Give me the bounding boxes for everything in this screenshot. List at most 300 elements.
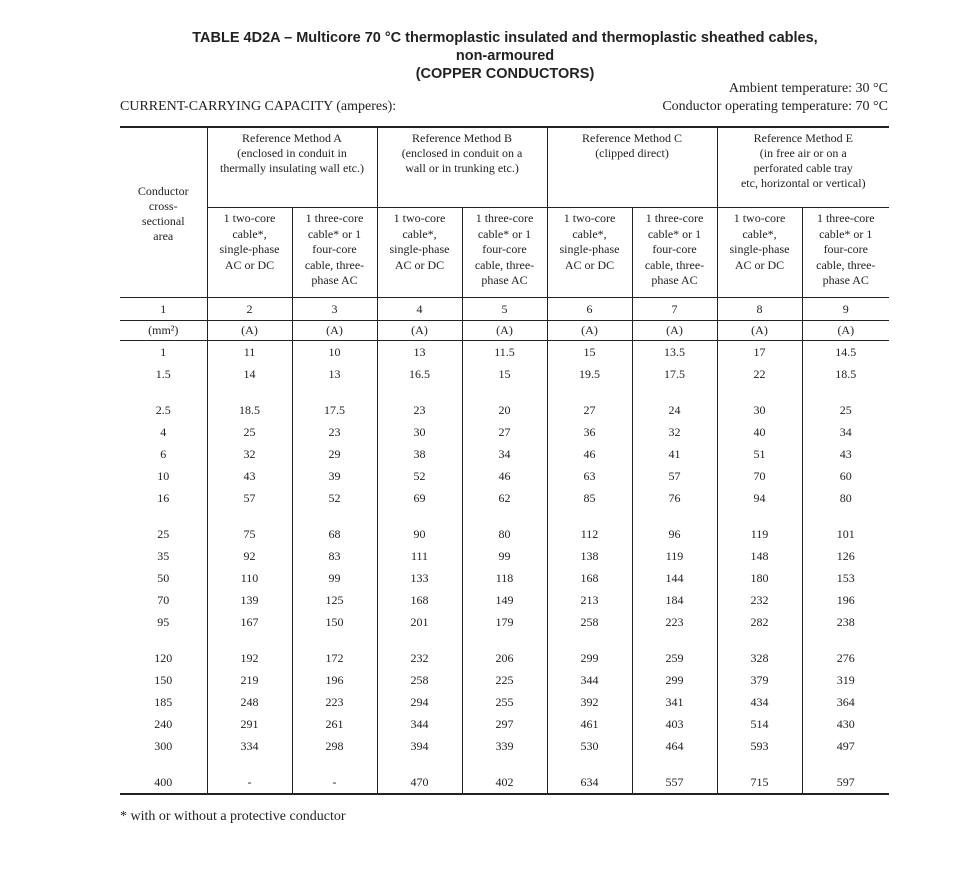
cable-type-line: 1 two-core <box>223 211 276 225</box>
cable-type-line: phase AC <box>822 273 869 287</box>
spacer-cell <box>717 385 802 399</box>
current-capacity-cell: 46 <box>462 465 547 487</box>
three-core-cable-header <box>292 208 377 298</box>
current-capacity-cell: 299 <box>547 647 632 669</box>
current-capacity-cell: 184 <box>632 589 717 611</box>
cable-type-line: cable* or 1 <box>307 226 362 241</box>
cable-type-line: cable, three- <box>644 257 705 272</box>
current-capacity-cell: 23 <box>377 399 462 421</box>
current-capacity-cell: 25 <box>207 421 292 443</box>
current-capacity-cell: 29 <box>292 443 377 465</box>
current-capacity-cell: 238 <box>802 611 889 633</box>
footnote: * with or without a protective conductor <box>120 809 346 824</box>
capacity-label: CURRENT-CARRYING CAPACITY (amperes): <box>120 99 397 114</box>
current-capacity-cell: 150 <box>292 611 377 633</box>
table-row <box>120 487 889 509</box>
current-capacity-cell: 248 <box>207 691 292 713</box>
current-capacity-cell: 10 <box>292 341 377 364</box>
cable-type-line: cable*, <box>572 226 607 241</box>
column-number: 3 <box>292 298 377 321</box>
spacer-cell <box>292 509 377 523</box>
current-capacity-cell: 344 <box>547 669 632 691</box>
conductor-area-cell: 1.5 <box>155 366 171 381</box>
current-capacity-cell: 464 <box>632 735 717 757</box>
current-capacity-cell: 32 <box>207 443 292 465</box>
two-core-cable-header <box>377 208 462 298</box>
spacer-cell <box>717 633 802 647</box>
spacer-cell <box>462 509 547 523</box>
current-capacity-cell: 392 <box>547 691 632 713</box>
conductor-area-cell: 16 <box>157 490 170 505</box>
group-spacer <box>120 385 889 399</box>
current-capacity-cell: 57 <box>632 465 717 487</box>
cable-type-line: four-core <box>652 242 697 256</box>
unit-label: (A) <box>632 321 717 341</box>
spacer-cell <box>120 385 207 399</box>
spacer-cell <box>292 633 377 647</box>
cable-type-line: cable*, <box>402 226 437 241</box>
current-capacity-cell: 144 <box>632 567 717 589</box>
current-capacity-cell: 196 <box>292 669 377 691</box>
current-capacity-cell: - <box>207 771 292 794</box>
group-spacer <box>120 509 889 523</box>
cable-type-line: cable, three- <box>474 257 535 272</box>
spacer-cell <box>377 757 462 771</box>
table-row <box>120 589 889 611</box>
table-row <box>120 341 889 364</box>
conductor-area-cell: 2.5 <box>155 402 171 417</box>
current-capacity-cell: 11.5 <box>462 341 547 364</box>
current-capacity-cell: 201 <box>377 611 462 633</box>
current-capacity-cell: 38 <box>377 443 462 465</box>
title-line-2: non-armoured <box>455 48 555 64</box>
current-capacity-cell: 92 <box>207 545 292 567</box>
current-capacity-cell: 291 <box>207 713 292 735</box>
spacer-cell <box>462 757 547 771</box>
current-capacity-cell: 126 <box>802 545 889 567</box>
current-capacity-cell: 25 <box>802 399 889 421</box>
current-capacity-cell: 16.5 <box>377 363 462 385</box>
current-capacity-cell: 111 <box>377 545 462 567</box>
spacer-cell <box>292 757 377 771</box>
current-capacity-cell: 30 <box>717 399 802 421</box>
current-capacity-cell: 96 <box>632 523 717 545</box>
table-row <box>120 465 889 487</box>
cable-type-line: cable* or 1 <box>819 226 873 241</box>
method-header-line: thermally insulating wall etc.) <box>220 161 364 175</box>
table-row <box>120 399 889 421</box>
cable-type-line: cable*, <box>742 226 777 241</box>
current-capacity-cell: 18.5 <box>207 399 292 421</box>
current-capacity-cell: - <box>292 771 377 794</box>
current-capacity-cell: 23 <box>292 421 377 443</box>
current-capacity-cell: 13 <box>292 363 377 385</box>
current-capacity-cell: 14.5 <box>802 341 889 364</box>
current-capacity-cell: 75 <box>207 523 292 545</box>
current-capacity-cell: 101 <box>802 523 889 545</box>
current-capacity-cell: 30 <box>377 421 462 443</box>
current-capacity-cell: 232 <box>377 647 462 669</box>
cable-type-line: four-core <box>312 242 357 256</box>
current-capacity-cell: 94 <box>717 487 802 509</box>
current-capacity-cell: 557 <box>632 771 717 794</box>
table-row <box>120 771 889 794</box>
cable-type-line: single-phase <box>219 242 280 256</box>
current-capacity-cell: 90 <box>377 523 462 545</box>
current-capacity-cell: 43 <box>802 443 889 465</box>
current-capacity-cell: 125 <box>292 589 377 611</box>
current-capacity-cell: 225 <box>462 669 547 691</box>
current-capacity-cell: 17 <box>717 341 802 364</box>
conductor-area-cell: 4 <box>160 424 167 439</box>
unit-label: (A) <box>547 321 632 341</box>
cable-type-line: four-core <box>823 242 868 256</box>
spacer-cell <box>120 757 207 771</box>
current-capacity-cell: 364 <box>802 691 889 713</box>
current-capacity-cell: 276 <box>802 647 889 669</box>
cable-type-line: 1 two-core <box>733 211 786 225</box>
conductor-area-cell: 70 <box>157 592 170 607</box>
current-capacity-cell: 83 <box>292 545 377 567</box>
current-capacity-cell: 46 <box>547 443 632 465</box>
spacer-cell <box>802 757 889 771</box>
current-capacity-cell: 461 <box>547 713 632 735</box>
cable-type-header-row <box>120 208 889 298</box>
current-capacity-cell: 112 <box>547 523 632 545</box>
conductor-area-cell: 95 <box>157 614 170 629</box>
current-capacity-cell: 514 <box>717 713 802 735</box>
current-capacity-cell: 206 <box>462 647 547 669</box>
method-header-line: Reference Method E <box>753 131 853 145</box>
current-capacity-cell: 168 <box>377 589 462 611</box>
current-capacity-cell: 434 <box>717 691 802 713</box>
current-capacity-cell: 68 <box>292 523 377 545</box>
conductor-area-cell: 120 <box>154 650 173 665</box>
current-capacity-cell: 294 <box>377 691 462 713</box>
column-number: 6 <box>547 298 632 321</box>
current-capacity-cell: 13.5 <box>632 341 717 364</box>
current-capacity-cell: 497 <box>802 735 889 757</box>
current-capacity-cell: 118 <box>462 567 547 589</box>
current-capacity-cell: 40 <box>717 421 802 443</box>
method-a-header <box>207 127 377 208</box>
current-capacity-cell: 14 <box>207 363 292 385</box>
column-number: 5 <box>462 298 547 321</box>
current-capacity-cell: 232 <box>717 589 802 611</box>
table-row <box>120 545 889 567</box>
current-capacity-cell: 258 <box>547 611 632 633</box>
current-capacity-cell: 17.5 <box>632 363 717 385</box>
method-header-line: (enclosed in conduit on a <box>401 146 523 160</box>
method-header-line: (in free air or on a <box>759 146 847 160</box>
cable-type-line: 1 three-core <box>645 211 704 225</box>
unit-label: (A) <box>207 321 292 341</box>
spacer-cell <box>802 509 889 523</box>
three-core-cable-header <box>802 208 889 298</box>
spacer-cell <box>547 633 632 647</box>
spacer-cell <box>207 509 292 523</box>
conductor-header-line: Conductor <box>137 184 189 198</box>
current-capacity-cell: 298 <box>292 735 377 757</box>
method-e-header <box>717 127 889 208</box>
spacer-cell <box>377 509 462 523</box>
conductor-area-cell: 400 <box>120 771 207 794</box>
method-header-line: Reference Method B <box>412 131 512 145</box>
method-header-line: perforated cable tray <box>753 161 853 175</box>
cable-type-line: phase AC <box>481 273 528 287</box>
spacer-cell <box>547 509 632 523</box>
current-capacity-cell: 430 <box>802 713 889 735</box>
unit-row <box>120 321 889 341</box>
current-capacity-cell: 22 <box>717 363 802 385</box>
table-row <box>120 567 889 589</box>
ambient-temperature: Ambient temperature: 30 °C <box>728 81 888 96</box>
group-spacer <box>120 633 889 647</box>
unit-label: (A) <box>717 321 802 341</box>
column-number: 4 <box>377 298 462 321</box>
column-number: 9 <box>802 298 889 321</box>
current-capacity-cell: 153 <box>802 567 889 589</box>
conductor-area-cell: 10 <box>157 468 170 483</box>
current-capacity-cell: 62 <box>462 487 547 509</box>
title-line-1: TABLE 4D2A – Multicore 70 °C thermoplastic insulated and thermoplastic sheathed cables, <box>192 30 818 46</box>
spacer-cell <box>462 385 547 399</box>
current-capacity-cell: 32 <box>632 421 717 443</box>
cable-type-line: 1 two-core <box>563 211 616 225</box>
cable-type-line: 1 three-core <box>475 211 534 225</box>
current-capacity-cell: 76 <box>632 487 717 509</box>
group-spacer <box>120 757 889 771</box>
table-row <box>120 523 889 545</box>
current-capacity-cell: 57 <box>207 487 292 509</box>
conductor-area-cell: 150 <box>154 672 173 687</box>
current-capacity-cell: 34 <box>802 421 889 443</box>
unit-label: (A) <box>292 321 377 341</box>
spacer-cell <box>632 509 717 523</box>
cable-type-line: cable* or 1 <box>477 226 532 241</box>
cable-type-line: single-phase <box>729 242 790 256</box>
current-capacity-cell: 39 <box>292 465 377 487</box>
conductor-area-cell: 25 <box>157 526 170 541</box>
current-capacity-cell: 328 <box>717 647 802 669</box>
spacer-cell <box>632 633 717 647</box>
current-capacity-cell: 133 <box>377 567 462 589</box>
table-row <box>120 691 889 713</box>
method-header-line: (enclosed in conduit in <box>237 146 347 160</box>
current-capacity-cell: 119 <box>632 545 717 567</box>
current-capacity-cell: 27 <box>547 399 632 421</box>
current-capacity-cell: 27 <box>462 421 547 443</box>
conductor-area-cell: 185 <box>154 694 173 709</box>
spacer-cell <box>717 509 802 523</box>
spacer-cell <box>632 385 717 399</box>
current-capacity-cell: 34 <box>462 443 547 465</box>
cable-type-line: 1 two-core <box>393 211 446 225</box>
table-title <box>120 29 890 83</box>
conductor-area-cell: 50 <box>157 570 170 585</box>
current-capacity-cell: 259 <box>632 647 717 669</box>
column-number-row <box>120 298 889 321</box>
column-number: 7 <box>632 298 717 321</box>
current-capacity-cell: 379 <box>717 669 802 691</box>
table-row <box>120 443 889 465</box>
current-capacity-cell: 52 <box>292 487 377 509</box>
spacer-cell <box>547 385 632 399</box>
spacer-cell <box>802 633 889 647</box>
cable-type-line: cable* or 1 <box>647 226 702 241</box>
current-capacity-cell: 18.5 <box>802 363 889 385</box>
method-header-line: wall or in trunking etc.) <box>405 161 519 175</box>
capacity-table <box>120 126 889 795</box>
method-header-line: etc, horizontal or vertical) <box>740 176 866 190</box>
column-number: 1 <box>120 298 207 321</box>
three-core-cable-header <box>462 208 547 298</box>
cable-type-line: AC or DC <box>564 257 615 272</box>
method-header-line: Reference Method C <box>582 131 682 145</box>
current-capacity-cell: 299 <box>632 669 717 691</box>
current-capacity-cell: 394 <box>377 735 462 757</box>
spacer-cell <box>717 757 802 771</box>
current-capacity-cell: 63 <box>547 465 632 487</box>
current-capacity-cell: 99 <box>462 545 547 567</box>
current-capacity-cell: 11 <box>207 341 292 364</box>
spacer-cell <box>120 633 207 647</box>
current-capacity-cell: 85 <box>547 487 632 509</box>
current-capacity-cell: 172 <box>292 647 377 669</box>
current-capacity-cell: 51 <box>717 443 802 465</box>
title-line-3: (COPPER CONDUCTORS) <box>415 66 595 82</box>
conductor-area-cell: 35 <box>157 548 170 563</box>
two-core-cable-header <box>717 208 802 298</box>
current-capacity-cell: 530 <box>547 735 632 757</box>
current-capacity-cell: 213 <box>547 589 632 611</box>
current-capacity-cell: 715 <box>717 771 802 794</box>
conductor-area-cell: 300 <box>154 738 173 753</box>
spacer-cell <box>632 757 717 771</box>
two-core-cable-header <box>547 208 632 298</box>
cable-type-line: 1 three-core <box>305 211 364 225</box>
current-capacity-cell: 110 <box>207 567 292 589</box>
current-capacity-cell: 319 <box>802 669 889 691</box>
current-capacity-cell: 255 <box>462 691 547 713</box>
current-capacity-cell: 168 <box>547 567 632 589</box>
method-header-line: (clipped direct) <box>595 146 669 160</box>
current-capacity-cell: 179 <box>462 611 547 633</box>
current-capacity-cell: 43 <box>207 465 292 487</box>
conductor-header-line: sectional <box>141 214 185 228</box>
spacer-cell <box>462 633 547 647</box>
current-capacity-cell: 19.5 <box>547 363 632 385</box>
cable-type-line: AC or DC <box>394 257 445 272</box>
current-capacity-cell: 334 <box>207 735 292 757</box>
current-capacity-cell: 80 <box>462 523 547 545</box>
conductor-header-line: area <box>153 229 174 243</box>
cable-type-line: phase AC <box>311 273 358 287</box>
current-capacity-cell: 470 <box>377 771 462 794</box>
current-capacity-cell: 149 <box>462 589 547 611</box>
cable-type-line: single-phase <box>389 242 450 256</box>
unit-label: (A) <box>462 321 547 341</box>
table-row <box>120 421 889 443</box>
table-row <box>120 611 889 633</box>
spacer-cell <box>377 385 462 399</box>
unit-label: (A) <box>802 321 889 341</box>
conductor-area-cell: 1 <box>160 344 167 359</box>
current-capacity-cell: 339 <box>462 735 547 757</box>
current-capacity-cell: 597 <box>802 771 889 794</box>
spacer-cell <box>802 385 889 399</box>
table-row <box>120 647 889 669</box>
cable-type-line: four-core <box>482 242 527 256</box>
conductor-header-line: cross- <box>148 199 178 213</box>
column-number: 8 <box>717 298 802 321</box>
current-capacity-cell: 167 <box>207 611 292 633</box>
current-capacity-cell: 634 <box>547 771 632 794</box>
current-capacity-cell: 403 <box>632 713 717 735</box>
unit-label: (A) <box>377 321 462 341</box>
spacer-cell <box>207 757 292 771</box>
current-capacity-cell: 261 <box>292 713 377 735</box>
cable-type-line: AC or DC <box>224 257 275 272</box>
spacer-cell <box>207 385 292 399</box>
method-b-header <box>377 127 547 208</box>
method-c-header <box>547 127 717 208</box>
current-capacity-cell: 402 <box>462 771 547 794</box>
spacer-cell <box>292 385 377 399</box>
method-header-row <box>120 127 889 208</box>
conductor-area-cell: 6 <box>160 446 167 461</box>
unit-label: (mm²) <box>120 321 207 341</box>
current-capacity-cell: 69 <box>377 487 462 509</box>
current-capacity-cell: 341 <box>632 691 717 713</box>
current-capacity-cell: 20 <box>462 399 547 421</box>
spacer-cell <box>377 633 462 647</box>
current-capacity-cell: 119 <box>717 523 802 545</box>
current-capacity-cell: 52 <box>377 465 462 487</box>
three-core-cable-header <box>632 208 717 298</box>
cable-type-line: 1 three-core <box>816 211 875 225</box>
current-capacity-cell: 15 <box>462 363 547 385</box>
current-capacity-cell: 192 <box>207 647 292 669</box>
cable-type-line: single-phase <box>559 242 620 256</box>
table-row <box>120 735 889 757</box>
method-header-line: Reference Method A <box>242 131 342 145</box>
current-capacity-cell: 36 <box>547 421 632 443</box>
current-capacity-cell: 17.5 <box>292 399 377 421</box>
cable-type-line: cable, three- <box>816 257 876 272</box>
current-capacity-cell: 297 <box>462 713 547 735</box>
spacer-cell <box>120 509 207 523</box>
conductor-area-cell: 240 <box>154 716 173 731</box>
current-capacity-cell: 15 <box>547 341 632 364</box>
cable-type-line: cable, three- <box>304 257 365 272</box>
current-capacity-cell: 139 <box>207 589 292 611</box>
current-capacity-cell: 80 <box>802 487 889 509</box>
current-capacity-cell: 41 <box>632 443 717 465</box>
current-capacity-cell: 60 <box>802 465 889 487</box>
spacer-cell <box>547 757 632 771</box>
conductor-operating-temperature: Conductor operating temperature: 70 °C <box>662 99 888 114</box>
current-capacity-cell: 99 <box>292 567 377 589</box>
spacer-cell <box>207 633 292 647</box>
current-capacity-cell: 223 <box>632 611 717 633</box>
cable-type-line: cable*, <box>232 226 267 241</box>
table-row <box>120 363 889 385</box>
cable-type-line: phase AC <box>651 273 698 287</box>
current-capacity-cell: 70 <box>717 465 802 487</box>
current-capacity-cell: 282 <box>717 611 802 633</box>
current-capacity-cell: 148 <box>717 545 802 567</box>
